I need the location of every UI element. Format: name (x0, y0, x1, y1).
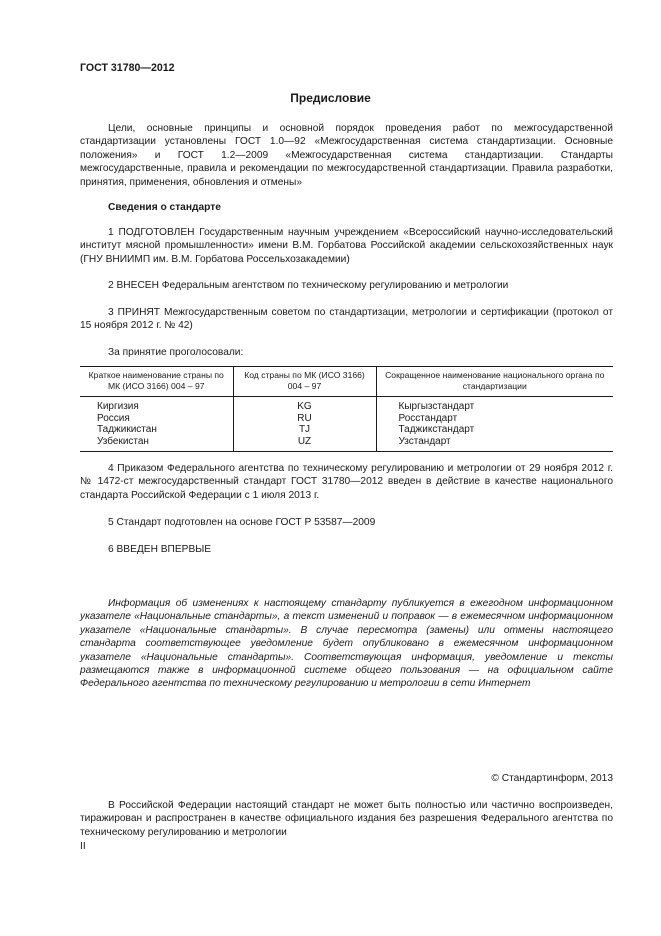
reproduction-notice: В Российской Федерации настоящий стандарт не может быть полностью или частично воспроизведен, тиражирован и распространен в качестве официального издания без разрешения Федерального агентства по техническому регулированию и метрологии (80, 800, 613, 838)
item-1-prepared: 1 ПОДГОТОВЛЕН Государственным научным учреждением «Всероссийский научно-исследовательский институт мясной промышленности» имени В.М. Горбатова Российской академии сельскохозяйственных наук (ГНУ ВНИИМП им. В.М. Горбатова Россельхозакадемии) (80, 227, 613, 265)
table-row (80, 413, 613, 425)
standard-code-header: ГОСТ 31780—2012 (80, 62, 175, 74)
country-name: Узбекистан (80, 436, 233, 452)
changes-notice: Информация об изменениях к настоящему стандарту публикуется в ежегодном информационном указателе «Национальные стандарты», а текст изменений и поправок — в ежемесячном информационном указателе «Национальные стандарты». В случае пересмотра (замены) или отмены настоящего стандарта соответствующее уведомление будет опубликовано в ежемесячном информационном указателе «Национальные стандарты». Соответствующая информация, уведомление и тексты размещаются также в информационной системе общего пользования — на официальном сайте Федерального агентства по техническому регулированию и метрологии в сети Интернет (80, 598, 613, 690)
column-header-body: Сокращенное наименование национального органа по стандартизации (376, 367, 613, 397)
item-4-order: 4 Приказом Федерального агентства по техническому регулированию и метрологии от 29 ноября 2012 г. № 1472-ст межгосударственный стандарт ГОСТ 31780—2012 введен в действие в качестве национального стандарта Российской Федерации с 1 июля 2013 г. (80, 463, 613, 501)
table-row (80, 436, 613, 452)
vote-table (80, 366, 613, 452)
copyright-line: © Стандартинформ, 2013 (491, 773, 613, 784)
vote-intro: За принятие проголосовали: (108, 347, 244, 358)
intro-paragraph: Цели, основные принципы и основной порядок проведения работ по межгосударственной стандартизации установлены ГОСТ 1.0—92 «Межгосударственная система стандартизации. Основные положения» и ГОСТ 1.2—2009 «Межгосударственная система стандартизации. Стандарты межгосударственные, правила и рекомендации по межгосударственной стандартизации. Правила разработки, принятия, применения, обновления и отмены» (80, 123, 613, 188)
page-number: II (80, 841, 86, 852)
column-header-country: Краткое наименование страны по МК (ИСО 3166) 004 – 97 (80, 367, 233, 397)
item-5-basis: 5 Стандарт подготовлен на основе ГОСТ Р 53587—2009 (108, 517, 376, 528)
vote-table-header-row (80, 367, 613, 397)
item-6-first-introduced: 6 ВВЕДЕН ВПЕРВЫЕ (108, 544, 212, 555)
table-row (80, 397, 613, 413)
standards-body: Узстандарт (376, 436, 613, 452)
country-name: Киргизия (97, 401, 139, 412)
item-2-introduced: 2 ВНЕСЕН Федеральным агентством по техническому регулированию и метрологии (108, 280, 509, 291)
country-code: KG (233, 397, 376, 413)
standards-body: Росстандарт (376, 413, 613, 425)
standards-body: Кыргызстандарт (376, 397, 613, 413)
column-header-code: Код страны по МК (ИСО 3166) 004 – 97 (233, 367, 376, 397)
country-name: Таджикистан (97, 424, 157, 436)
page-title: Предисловие (290, 91, 371, 105)
standards-body: Таджикстандарт (376, 424, 613, 436)
country-name: Россия (97, 412, 130, 424)
table-row (80, 424, 613, 436)
info-heading: Сведения о стандарте (108, 202, 221, 213)
item-3-adopted: 3 ПРИНЯТ Межгосударственным советом по стандартизации, метрологии и сертификации (протокол от 15 ноября 2012 г. № 42) (80, 307, 613, 332)
country-code: UZ (233, 436, 376, 452)
country-code: RU (233, 413, 376, 425)
country-code: TJ (233, 424, 376, 436)
